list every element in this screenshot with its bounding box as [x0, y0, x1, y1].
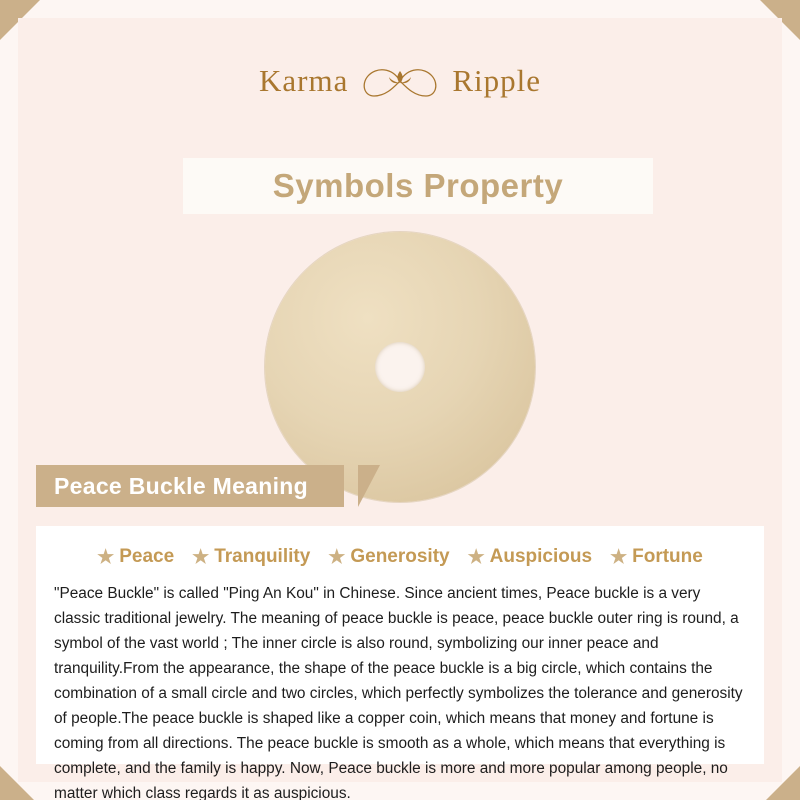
- meaning-body-block: [36, 526, 764, 800]
- brand-name-left: Karma: [258, 63, 349, 98]
- section-ribbon-label: Peace Buckle Meaning: [54, 472, 308, 499]
- keyword-label: Auspicious: [489, 546, 593, 567]
- keyword-item: [97, 546, 174, 568]
- keyword-label: Fortune: [632, 546, 703, 567]
- keyword-list: [54, 546, 746, 568]
- star-icon: ★: [97, 546, 115, 568]
- section-ribbon-tail: [358, 465, 380, 507]
- section-ribbon: [36, 465, 344, 507]
- keyword-item: [468, 546, 592, 568]
- star-icon: ★: [610, 546, 628, 568]
- page-title: Symbols Property: [272, 167, 564, 204]
- peace-buckle-disc: [265, 232, 535, 502]
- star-icon: ★: [467, 546, 485, 568]
- page-title-band: [183, 158, 653, 214]
- keyword-label: Generosity: [350, 546, 450, 567]
- brand-name-right: Ripple: [452, 63, 541, 98]
- keyword-label: Peace: [119, 546, 175, 567]
- keyword-item: [192, 546, 310, 568]
- infinity-lotus-icon: [354, 58, 446, 104]
- star-icon: ★: [192, 546, 210, 568]
- keyword-item: [328, 546, 449, 568]
- meaning-paragraph: "Peace Buckle" is called "Ping An Kou" in Chinese. Since ancient times, Peace buckle is a very classic traditional jewelry. The meaning of peace buckle is peace, peace buckle outer ring is round, a symbol of the vast world ; The inner circle is also round, symbolizing our inner peace and tranquility.From the appearance, the shape of the peace buckle is a big circle, which contains the combination of a small circle and two circles, which perfectly symbolizes the tolerance and generosity of people.The peace buckle is shaped like a copper coin, which means that money and fortune is coming from all directions. The peace buckle is smooth as a whole, which means that everything is complete, and the family is happy. Now, Peace buckle is more and more popular among people, no matter which class regards it as auspicious.: [54, 585, 743, 800]
- keyword-item: [610, 546, 703, 568]
- keyword-label: Tranquility: [214, 546, 311, 567]
- peace-buckle-center-hole: [375, 342, 425, 392]
- brand-logo: [18, 46, 782, 116]
- star-icon: ★: [328, 546, 346, 568]
- content-panel: [18, 18, 782, 800]
